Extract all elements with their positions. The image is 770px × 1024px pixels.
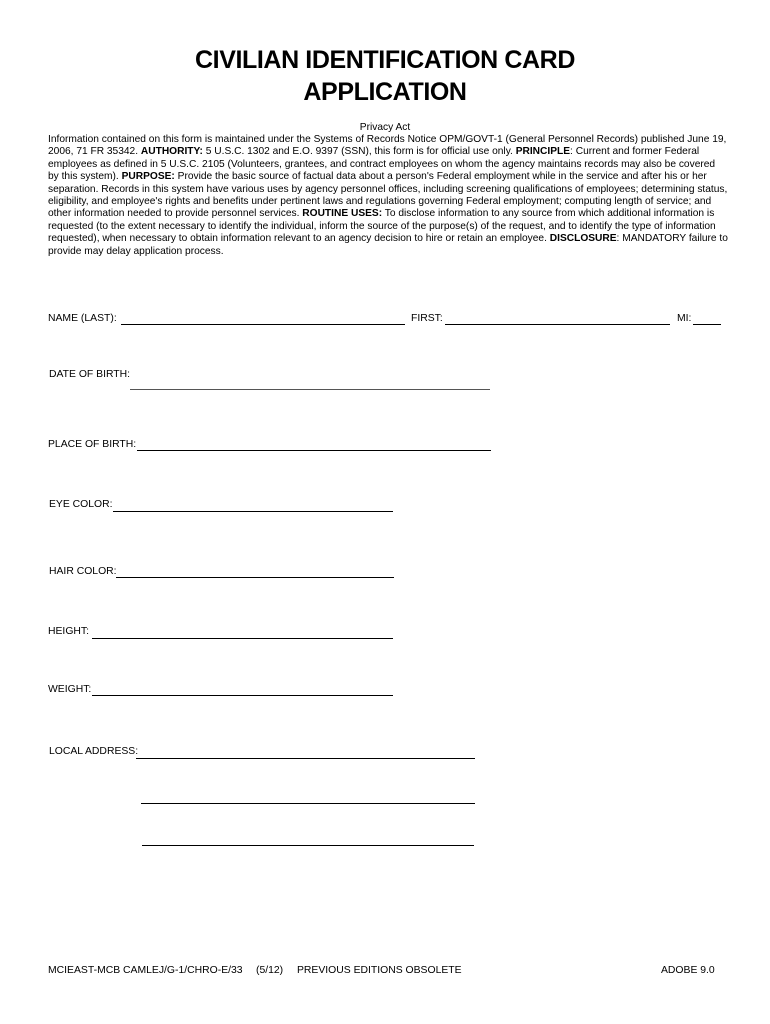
name-last-label: NAME (LAST):	[48, 313, 117, 324]
privacy-act-keyword: DISCLOSURE	[549, 233, 617, 245]
first-name-label: FIRST:	[411, 313, 443, 324]
privacy-act-keyword: PURPOSE:	[121, 171, 175, 183]
privacy-act-text: : MANDATORY failure to provide may delay application process.	[48, 233, 728, 257]
privacy-act-heading: Privacy Act	[359, 122, 411, 133]
local-address-line-1[interactable]	[136, 758, 475, 759]
first-name-field[interactable]	[445, 324, 670, 325]
software-version: ADOBE 9.0	[661, 965, 715, 976]
form-title-line-2: APPLICATION	[303, 78, 467, 106]
hair-color-field[interactable]	[116, 577, 394, 578]
weight-field[interactable]	[92, 695, 393, 696]
privacy-act-statement	[48, 134, 728, 258]
height-field[interactable]	[92, 638, 393, 639]
place-of-birth-label: PLACE OF BIRTH:	[48, 439, 137, 450]
hair-color-label: HAIR COLOR:	[49, 566, 117, 577]
eye-color-label: EYE COLOR:	[49, 499, 113, 510]
privacy-act-keyword: AUTHORITY:	[140, 146, 203, 158]
name-last-field[interactable]	[121, 324, 405, 325]
privacy-act-text: To disclose information to any source from which additional information is requested (to the extent necessary to identify the individual, inform the source of the purpose(s) of the request, and to identify the type of information requested), when necessary to obtain information relevant to an agency decision to hire or retain an employee.	[48, 208, 716, 245]
weight-label: WEIGHT:	[48, 684, 92, 695]
form-number: MCIEAST-MCB CAMLEJ/G-1/CHRO-E/33	[48, 965, 243, 976]
place-of-birth-field[interactable]	[137, 450, 491, 451]
privacy-act-keyword: PRINCIPLE	[515, 146, 571, 158]
privacy-act-keyword: ROUTINE USES:	[302, 208, 383, 220]
editions-notice: PREVIOUS EDITIONS OBSOLETE	[297, 965, 462, 976]
local-address-line-3[interactable]	[142, 845, 474, 846]
privacy-act-text: Information contained on this form is maintained under the Systems of Records Notice OPM/GOVT-1 (General Personnel Records) published June 19, 2006, 71 FR 35342.	[48, 134, 727, 158]
form-revision-date: (5/12)	[256, 965, 284, 976]
privacy-act-text: Provide the basic source of factual data about a person's Federal employment while in the service and after his or her separation. Records in this system have various uses by agency personnel offices, including screening qualifications of employees; determining status, eligibility, and employee's rights and benefits under pertinent laws and regulations governing Federal employment; computing length of service; and other information needed to provide personnel services.	[48, 171, 728, 220]
middle-initial-label: MI:	[677, 313, 692, 324]
date-of-birth-label: DATE OF BIRTH:	[49, 369, 131, 380]
privacy-act-text: : Current and former Federal employees as defined in 5 U.S.C. 2105 (Volunteers, grantees, and contract employees on whom the agency maintains records may also be covered by this system).	[48, 146, 716, 183]
privacy-act-text: 5 U.S.C. 1302 and E.O. 9397 (SSN), this form is for official use only.	[202, 146, 516, 158]
local-address-line-2[interactable]	[141, 803, 475, 804]
local-address-label: LOCAL ADDRESS:	[49, 746, 139, 757]
form-title-line-1: CIVILIAN IDENTIFICATION CARD	[195, 46, 575, 74]
height-label: HEIGHT:	[48, 626, 89, 637]
eye-color-field[interactable]	[113, 511, 393, 512]
middle-initial-field[interactable]	[693, 324, 721, 325]
date-of-birth-field[interactable]	[130, 389, 490, 390]
